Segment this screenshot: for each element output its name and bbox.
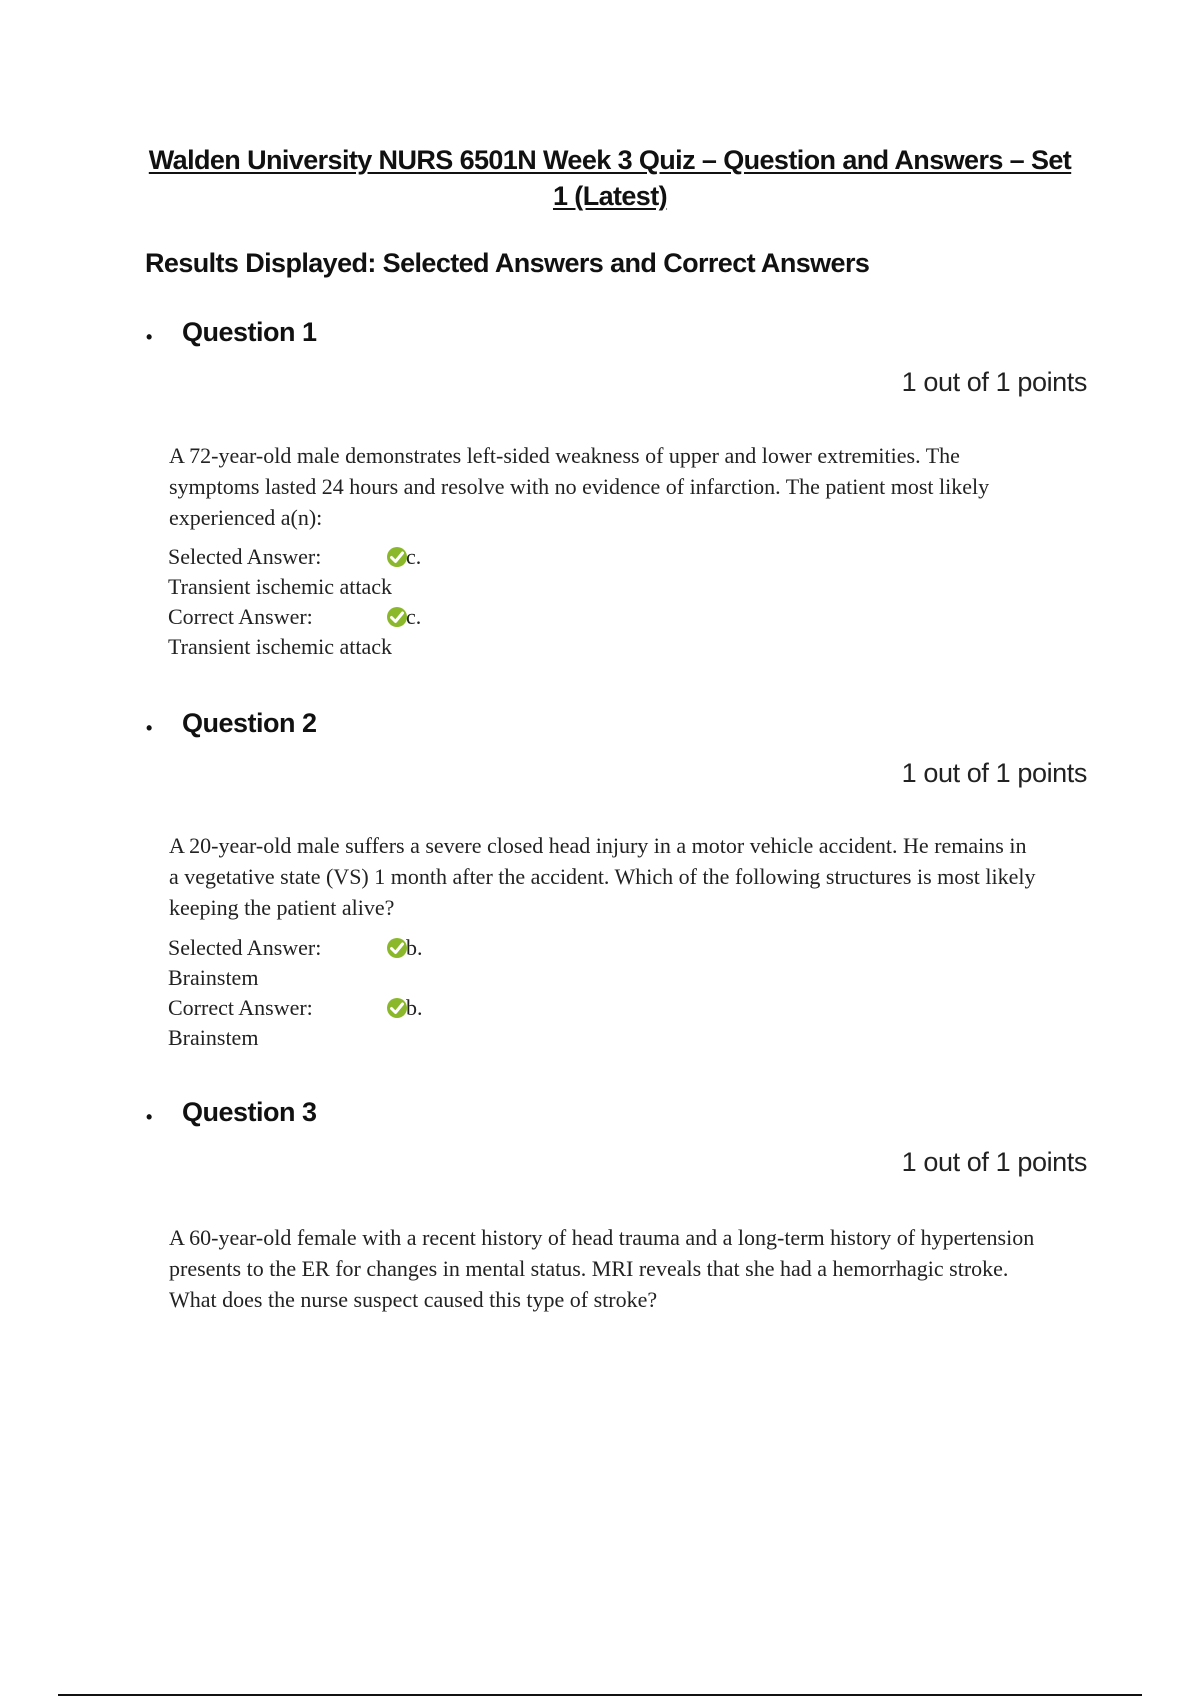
question-points: 1 out of 1 points [901, 367, 1087, 397]
results-heading: Results Displayed: Selected Answers and Correct Answers [145, 248, 870, 278]
question-title: Question 2 [182, 708, 317, 738]
question-title: Question 1 [182, 317, 317, 347]
correct-check-icon [386, 546, 408, 568]
correct-answer-value: Brainstem [168, 1025, 259, 1050]
bullet-icon: • [146, 1107, 153, 1127]
question-title: Question 3 [182, 1097, 317, 1127]
correct-check-icon [386, 606, 408, 628]
correct-answer-letter: b. [406, 995, 423, 1020]
correct-answer-letter: c. [406, 604, 422, 629]
bullet-icon: • [146, 327, 153, 347]
question-text: A 20-year-old male suffers a severe closed head injury in a motor vehicle accident. He remains in a vegetative state (VS) 1 month after the accident. Which of the following structures is most likely keeping the patient alive? [169, 833, 1036, 920]
correct-check-icon [386, 937, 408, 959]
selected-answer-letter: c. [406, 544, 422, 569]
question-points: 1 out of 1 points [901, 758, 1087, 788]
footer-divider [58, 1694, 1142, 1696]
selected-answer-label: Selected Answer: [168, 544, 322, 569]
question-3 [0, 1097, 1200, 1477]
correct-answer-label: Correct Answer: [168, 604, 313, 629]
bullet-icon: • [146, 718, 153, 738]
selected-answer-letter: b. [406, 935, 423, 960]
correct-answer-label: Correct Answer: [168, 995, 313, 1020]
answer-block [168, 542, 668, 662]
question-1 [0, 317, 1200, 697]
question-points: 1 out of 1 points [901, 1147, 1087, 1177]
correct-answer-value: Transient ischemic attack [168, 634, 393, 659]
selected-answer-value: Brainstem [168, 965, 259, 990]
selected-answer-label: Selected Answer: [168, 935, 322, 960]
correct-check-icon [386, 997, 408, 1019]
question-text: A 60-year-old female with a recent history of head trauma and a long-term history of hypertension presents to the ER for changes in mental status. MRI reveals that she had a hemorrhagic stroke. What does the nurse suspect caused this type of stroke? [169, 1225, 1035, 1312]
question-text: A 72-year-old male demonstrates left-sided weakness of upper and lower extremities. The symptoms lasted 24 hours and resolve with no evidence of infarction. The patient most likely experienced a(n): [169, 443, 990, 530]
question-2 [0, 708, 1200, 1088]
selected-answer-value: Transient ischemic attack [168, 574, 393, 599]
answer-block [168, 933, 668, 1053]
document-title: Walden University NURS 6501N Week 3 Quiz – Question and Answers – Set 1 (Latest) [148, 145, 1072, 211]
